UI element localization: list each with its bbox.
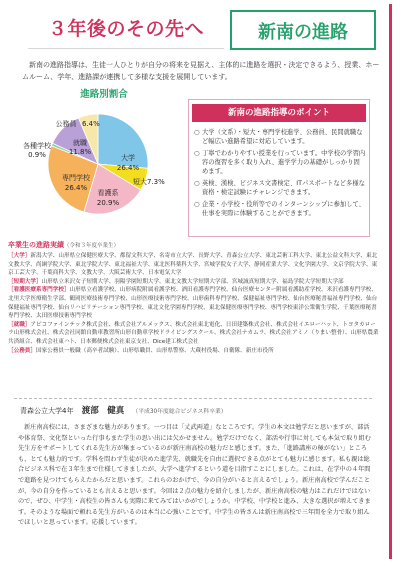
category-label: ［公務員］ — [8, 347, 36, 354]
guidance-point-text: 企業・小学校・役所等でのインターンシップに参加して、仕事を実際に体験することができます。 — [202, 201, 365, 217]
category-label: ［大学］ — [8, 253, 31, 259]
results-category-civil-service — [8, 347, 380, 356]
slice-label-kango: 看護系 — [97, 189, 119, 197]
category-text: アピコファインテック株式会社、株式会社アルメックス、株式会社東北電化、日田建築株式会社、株式会社イエローハット、トヨタカローラ山形株式会社、株式会社同館自動車教習所山形自動車学校ドライビングスクール、株式会社ナカムラ、株式会社アミノ（りまい整骨）、山形県農業共済組合、株式会社東ハト、日本郵便株式会社東京支社、Dice建工株式会社 — [8, 321, 379, 345]
category-label: ［就職］ — [8, 321, 31, 328]
slice-label-shushoku: 就職 — [73, 139, 87, 147]
slice-label-senmon: 専門学校 — [62, 174, 90, 182]
guidance-title: 新南の進路指導のポイント — [192, 104, 366, 122]
guidance-point-text: 丁寧でわかりやすい授業を行っています。中学校の学習内容の復習を多く取り入れ、進学学力の基礎がしっかり固めます。 — [202, 150, 366, 175]
category-text: 国家公務員一般職（高卒者試験）、山形県職員、山形県警察、大蔵村役場、自衛隊、新庄市役所 — [35, 347, 274, 354]
profile-divider — [14, 398, 372, 399]
slice-label-kakushu: 各種学校 — [23, 142, 51, 150]
results-category-employment — [8, 321, 380, 347]
circle-bullet-icon: ○ — [194, 129, 200, 136]
guidance-point — [194, 149, 366, 176]
guidance-point — [194, 128, 366, 146]
future-title: ３年後のその先へ — [47, 18, 204, 40]
results-title — [8, 240, 380, 250]
category-text: 山形県立米沢女子短期大学、羽陽学園短期大学、東北文教大学短期大学部、宮城誠真短期大学、福島学院大学短期大学部 — [41, 278, 344, 285]
pie-chart-title: 進路別割合 — [80, 89, 128, 100]
results-category-nursing — [8, 286, 380, 320]
guidance-points — [194, 128, 366, 221]
intro-paragraph: 新南の進路指導は、生徒一人ひとりが自分の将来を見据え、主体的に進路を選択・決定できるよう、授業、ホームルーム、学年、進路課が連携して多様な支援を展開しています。 — [22, 61, 380, 81]
results-subtitle: （令和３年度卒業生） — [64, 243, 120, 249]
slice-value-kango: 20.9% — [96, 199, 120, 207]
category-text: 山形県立看護学校、山形病院附属看護学校、酒田看護専門学校、仙台医療センター附属看護助産学校、米沢看護専門学校、北里大学医療衛生学部、鶴岡医療技術専門学校、山形医療技術専門学校、山形歯科専門学校、保健福祉専門学校、仙台医療秘書福祉専門学校、仙台保健福祉専門学校、仙台リハビリテーション専門学校、東北文化学園専門学校、東北保健医療専門学校、専門学校東洋公衆衛生学院、千葉医療秘書専門学校、太田医療技術専門学校 — [8, 287, 378, 320]
circle-bullet-icon: ○ — [194, 180, 200, 187]
results-section — [8, 240, 380, 355]
profile-school: 青森公立大学4年 — [20, 407, 74, 415]
career-title: 新南の進路 — [258, 22, 348, 43]
profile-name: 渡部 健真 — [81, 406, 125, 416]
slice-value-kakushu: 0.9% — [28, 151, 46, 159]
results-category-junior-college — [8, 278, 380, 287]
slice-label-daigaku: 大学 — [121, 154, 135, 162]
category-text: 新潟大学、山形県立保健医療大学、都留文科大学、名寄市立大学、長野大学、青森公立大学、東北芸術工科大学、東北公益文科大学、東北文教大学、尚絅学院大学、東北学院大学、東北福祉大学、東北医科薬科大学、宮城学院女子大学、静岡産業大学、文化学園大学、文京学院大学、東京工芸大学、千葉商科大学、文教大学、大阪芸術大学、日本電気大学 — [8, 253, 378, 277]
results-title-text: 卒業生の進路実績 — [8, 241, 64, 249]
slice-value-shushoku: 11.8% — [68, 148, 92, 156]
circle-bullet-icon: ○ — [194, 201, 200, 208]
future-header — [28, 10, 224, 49]
profile-header — [20, 404, 227, 416]
slice-value-komuin: 6.4% — [82, 120, 100, 128]
accent-bar — [389, 4, 392, 559]
guidance-point-text: 英検、漢検、ビジネス文書検定、ITパスポートなど多様な資格・検定試験にチャレンジできます。 — [202, 180, 365, 196]
circle-bullet-icon: ○ — [194, 150, 200, 157]
slice-value-senmon: 26.4% — [64, 184, 88, 192]
guidance-point — [194, 200, 366, 218]
slice-label-tandai: 短大 — [133, 178, 147, 186]
guidance-point — [194, 179, 366, 197]
category-label: ［短期大学］ — [8, 278, 42, 285]
profile-message: 新庄南高校には、さまざまな魅力があります。一つ目は「丈武両道」なところです。学生の本文は勉学だと思いますが、部活や体育祭、文化祭といった行事もまた学生の思い出には欠かせません。勉学だけでなく、部活や行事に対しても本気で取り組む先生方をサポートしてくれる先生方が集まっているのが新庄南高校の魅力だと感じます。また、「進路講座の極がない」ところも、とても魅力的です。学科を問わず生徒が決めた進学先、就職先を自由に選択できる点がとても魅力に感じます。私も親は総合ビジネス科で在３年生まで仕様してきましたが、大学へ進学するという道を目指すことにしました。これは、在学中の４年間で進路を見つけてもらえたからだと思います。これらのおかげで、今の自分がいると言えるでしょう。新庄南高校で学んだことが、今の自分を作っているとも言えると思います。今回は２点の魅力を紹介しましたが、新庄南高校の魅力はこれだけではないので、ぜひ、中学生・高校生の皆さんも実際に来てみてはいかがでしょうか。中学校、中学校と進み、大きな選択が増えてきます。そのような場面で頼れる先生方がいるのは本当に心強いことです。中学生の皆さんは新庄南高校で三年間を全力で取り組んでほしいと思っています。応援しています。 — [18, 424, 371, 527]
slice-value-daigaku: 26.4% — [116, 164, 140, 172]
slice-value-tandai: 7.3% — [147, 178, 165, 186]
career-header-box — [230, 10, 376, 50]
career-pie-chart — [20, 100, 170, 225]
slice-label-komuin: 公務員 — [55, 120, 77, 128]
profile-note: （平成30年度総合ビジネス科卒業） — [132, 409, 227, 415]
guidance-point-text: 大学（文系）・短大・専門学校進学、公務員、民間就職など幅広い進路希望に対応しています。 — [202, 129, 363, 145]
results-category-university — [8, 252, 380, 278]
category-label: ［看護医療系専門学校］ — [8, 287, 70, 294]
